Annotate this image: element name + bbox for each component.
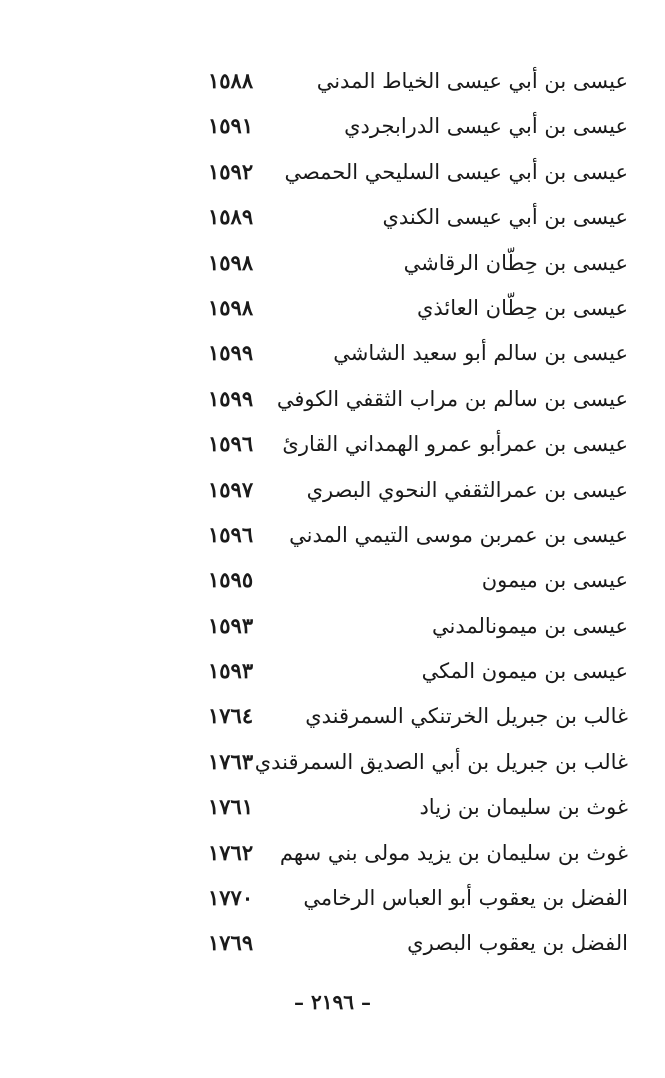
index-entry bbox=[0, 380, 665, 425]
entry-number: ١٥٩١ bbox=[208, 113, 254, 139]
entry-name: عيسى بن ميمون bbox=[481, 568, 628, 593]
index-entry bbox=[0, 652, 665, 697]
entry-name: عيسى بن سالم أبو سعيد الشاشي bbox=[333, 341, 628, 366]
entry-number: ١٥٩٩ bbox=[208, 340, 254, 366]
entry-name: غالب بن جبريل الخرتنكي السمرقندي bbox=[305, 704, 628, 729]
index-entry bbox=[0, 561, 665, 606]
entry-name: عيسى بن أبي عيسى السليحي الحمصي bbox=[284, 159, 628, 184]
entry-number: ١٥٩٨ bbox=[208, 249, 254, 275]
index-entry bbox=[0, 697, 665, 742]
entry-name: الفضل بن يعقوب أبو العباس الرخامي bbox=[303, 886, 628, 911]
index-entry bbox=[0, 743, 665, 788]
entry-name: عيسى بن ميمونالمدني bbox=[431, 613, 628, 638]
entry-number: ١٥٩٥ bbox=[208, 567, 254, 593]
index-entry bbox=[0, 198, 665, 243]
entry-number: ١٥٩٣ bbox=[208, 658, 254, 684]
entry-name: عيسى بن سالم بن مراب الثقفي الكوفي bbox=[276, 386, 628, 411]
entry-name: عيسى بن حِطّان العائذي bbox=[416, 295, 628, 320]
index-entry bbox=[0, 62, 665, 107]
index-entry bbox=[0, 425, 665, 470]
entry-number: ١٥٩٩ bbox=[208, 385, 254, 411]
entry-number: ١٧٦٤ bbox=[208, 703, 254, 729]
entry-number: ١٥٩٦ bbox=[208, 431, 254, 457]
index-entry bbox=[0, 516, 665, 561]
index-entry bbox=[0, 834, 665, 879]
entry-number: ١٧٦٣ bbox=[208, 748, 254, 774]
index-entry bbox=[0, 334, 665, 379]
index-entry bbox=[0, 788, 665, 833]
entry-number: ١٧٧٠ bbox=[208, 885, 254, 911]
entry-number: ١٥٩٨ bbox=[208, 294, 254, 320]
entry-name: عيسى بن حِطّان الرقاشي bbox=[403, 250, 628, 275]
entry-name: عيسى بن أبي عيسى الدرابجردي bbox=[344, 114, 628, 139]
entry-name: عيسى بن عمرالثقفي النحوي البصري bbox=[306, 477, 628, 502]
entry-number: ١٧٦٩ bbox=[208, 930, 254, 956]
index-entry bbox=[0, 879, 665, 924]
entry-number: ١٧٦١ bbox=[208, 794, 254, 820]
index-entry bbox=[0, 607, 665, 652]
index-entry bbox=[0, 289, 665, 334]
entry-number: ١٥٩٢ bbox=[208, 158, 254, 184]
page-number: – ٢١٩٦ – bbox=[294, 990, 371, 1014]
entry-number: ١٥٩٣ bbox=[208, 612, 254, 638]
entry-name: غالب بن جبريل بن أبي الصديق السمرقندي bbox=[254, 749, 628, 774]
entry-number: ١٥٩٧ bbox=[208, 476, 254, 502]
entry-number: ١٥٨٨ bbox=[208, 68, 254, 93]
entry-name: غوث بن سليمان بن يزيد مولى بني سهم bbox=[279, 840, 628, 865]
entry-number: ١٥٩٦ bbox=[208, 521, 254, 547]
entry-name: عيسى بن ميمون المكي bbox=[421, 659, 628, 684]
entry-name: غوث بن سليمان بن زياد bbox=[419, 795, 628, 820]
index-entry bbox=[0, 244, 665, 289]
entry-name: عيسى بن عمرأبو عمرو الهمداني القارئ bbox=[282, 432, 628, 457]
index-entry bbox=[0, 924, 665, 969]
entry-name: الفضل بن يعقوب البصري bbox=[407, 931, 628, 956]
index-entry bbox=[0, 107, 665, 152]
entry-name: عيسى بن أبي عيسى الخياط المدني bbox=[316, 69, 628, 93]
index-list bbox=[0, 62, 665, 970]
entry-number: ١٧٦٢ bbox=[208, 839, 254, 865]
entry-number: ١٥٨٩ bbox=[208, 204, 254, 230]
entry-name: عيسى بن عمربن موسى التيمي المدني bbox=[289, 522, 628, 547]
index-entry bbox=[0, 153, 665, 198]
index-entry bbox=[0, 471, 665, 516]
entry-name: عيسى بن أبي عيسى الكندي bbox=[382, 205, 628, 230]
